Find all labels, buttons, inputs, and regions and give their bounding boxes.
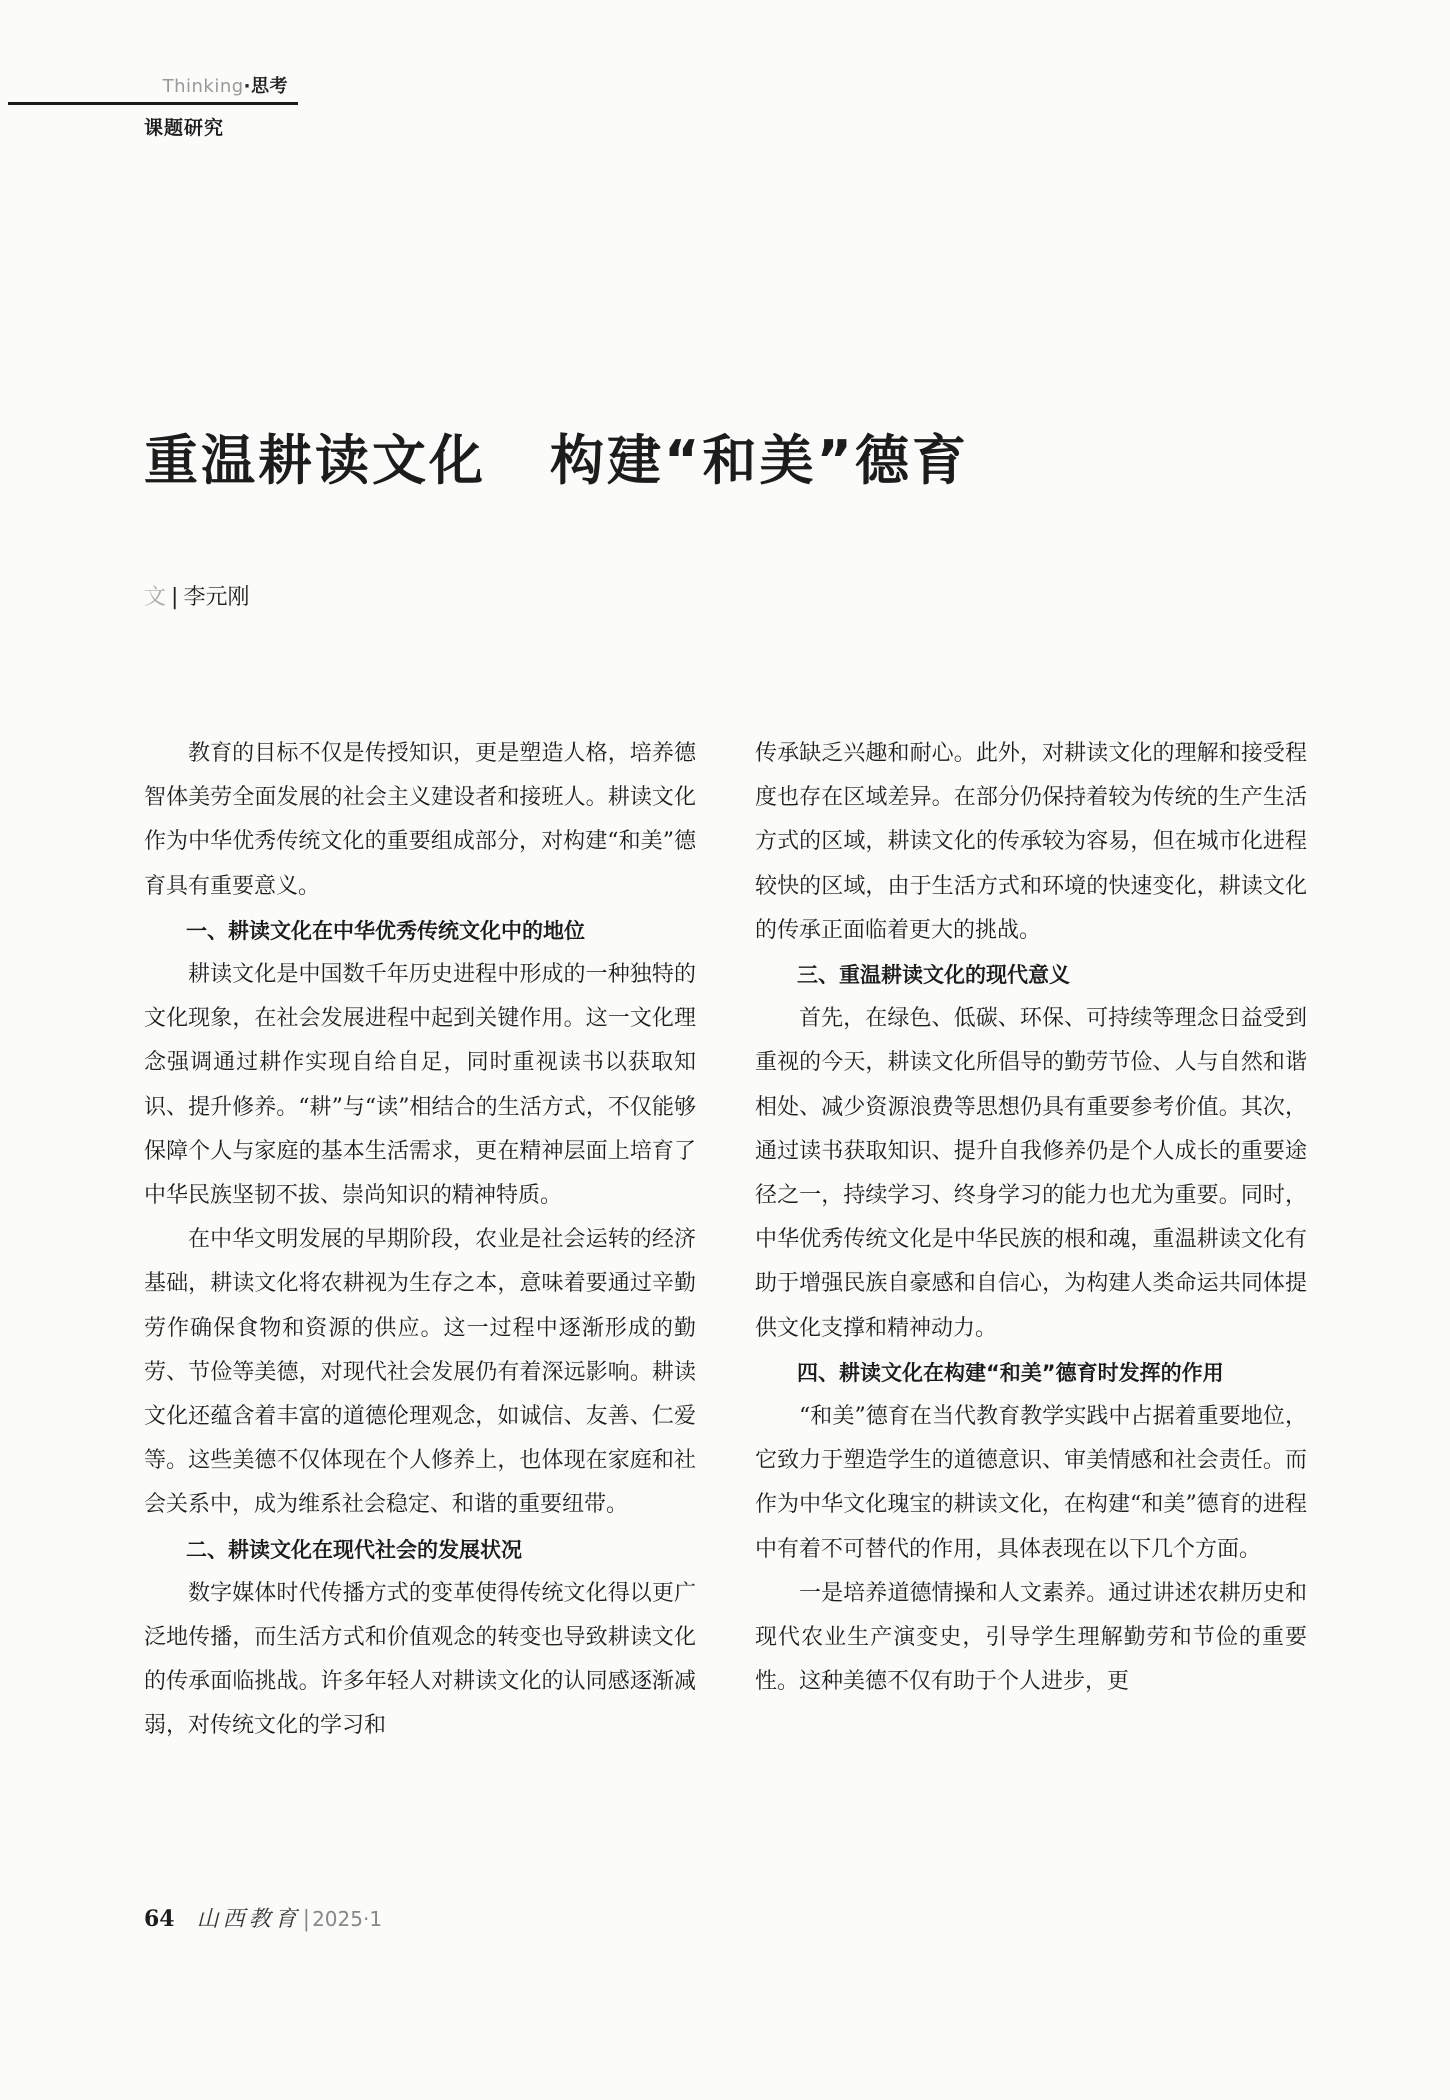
paragraph: “和美”德育在当代教育教学实践中占据着重要地位，它致力于塑造学生的道德意识、审美情感和社会责任。而作为中华文化瑰宝的耕读文化，在构建“和美”德育的进程中有着不可替代的作用，具体表现在以下几个方面。 — [755, 1404, 1307, 1562]
paragraph: 一是培养道德情操和人文素养。通过讲述农耕历史和现代农业生产演变史，引导学生理解勤劳和节俭的重要性。这种美德不仅有助于个人进步，更 — [755, 1580, 1307, 1695]
section-heading: 一、耕读文化在中华优秀传统文化中的地位 — [186, 918, 585, 943]
header-rule — [8, 102, 298, 105]
subsection-label: 课题研究 — [144, 117, 225, 139]
section-heading: 二、耕读文化在现代社会的发展状况 — [186, 1537, 522, 1562]
section-label-zh: 思考 — [251, 76, 288, 97]
article-title-part1: 重温耕读文化 — [144, 429, 486, 492]
paragraph: 耕读文化是中国数千年历史进程中形成的一种独特的文化现象，在社会发展进程中起到关键作用。这一文化理念强调通过耕作实现自给自足，同时重视读书以获取知识、提升修养。“耕”与“读”相结合的生活方式，不仅能够保障个人与家庭的基本生活需求，更在精神层面上培育了中华民族坚韧不拔、崇尚知识的精神特质。 — [144, 962, 696, 1209]
byline — [144, 580, 249, 611]
page-number: 64 — [144, 1906, 175, 1932]
paragraph: 在中华文明发展的早期阶段，农业是社会运转的经济基础，耕读文化将农耕视为生存之本，意味着要通过辛勤劳作确保食物和资源的供应。这一过程中逐渐形成的勤劳、节俭等美德，对现代社会发展仍有着深远影响。耕读文化还蕴含着丰富的道德伦理观念，如诚信、友善、仁爱等。这些美德不仅体现在个人修养上，也体现在家庭和社会关系中，成为维系社会稳定、和谐的重要纽带。 — [144, 1227, 696, 1518]
author-name: 李元刚 — [183, 585, 250, 610]
paragraph: 数字媒体时代传播方式的变革使得传统文化得以更广泛地传播，而生活方式和价值观念的转变也导致耕读文化的传承面临挑战。许多年轻人对耕读文化的认同感逐渐减弱，对传统文化的学习和 — [144, 1580, 696, 1739]
right-column — [755, 732, 1307, 1704]
section-heading: 三、重温耕读文化的现代意义 — [797, 963, 1070, 988]
footer-separator: | — [302, 1907, 311, 1932]
paragraph: 教育的目标不仅是传授知识，更是塑造人格，培养德智体美劳全面发展的社会主义建设者和接班人。耕读文化作为中华优秀传统文化的重要组成部分，对构建“和美”德育具有重要意义。 — [144, 741, 696, 899]
page-footer — [144, 1902, 382, 1933]
byline-separator: | — [171, 585, 179, 610]
article-title — [144, 418, 969, 495]
left-column — [144, 732, 696, 1749]
paragraph-continued: 传承缺乏兴趣和耐心。此外，对耕读文化的理解和接受程度也存在区域差异。在部分仍保持着较为传统的生产生活方式的区域，耕读文化的传承较为容易，但在城市化进程较快的区域，由于生活方式和环境的快速变化，耕读文化的传承正面临着更大的挑战。 — [755, 741, 1307, 943]
section-heading: 四、耕读文化在构建“和美”德育时发挥的作用 — [797, 1360, 1224, 1385]
section-header — [8, 72, 298, 140]
journal-name: 山西教育 — [196, 1907, 301, 1932]
article-title-part2: 构建“和美”德育 — [550, 429, 969, 492]
byline-label: 文 — [144, 585, 167, 610]
issue-number: 2025·1 — [312, 1907, 383, 1931]
section-label-dot: · — [243, 76, 251, 97]
section-label-en: Thinking — [162, 76, 244, 97]
section-label — [8, 72, 298, 98]
paragraph: 首先，在绿色、低碳、环保、可持续等理念日益受到重视的今天，耕读文化所倡导的勤劳节俭、人与自然和谐相处、减少资源浪费等思想仍具有重要参考价值。其次，通过读书获取知识、提升自我修养仍是个人成长的重要途径之一，持续学习、终身学习的能力也尤为重要。同时，中华优秀传统文化是中华民族的根和魂，重温耕读文化有助于增强民族自豪感和自信心，为构建人类命运共同体提供文化支撑和精神动力。 — [755, 1006, 1307, 1341]
